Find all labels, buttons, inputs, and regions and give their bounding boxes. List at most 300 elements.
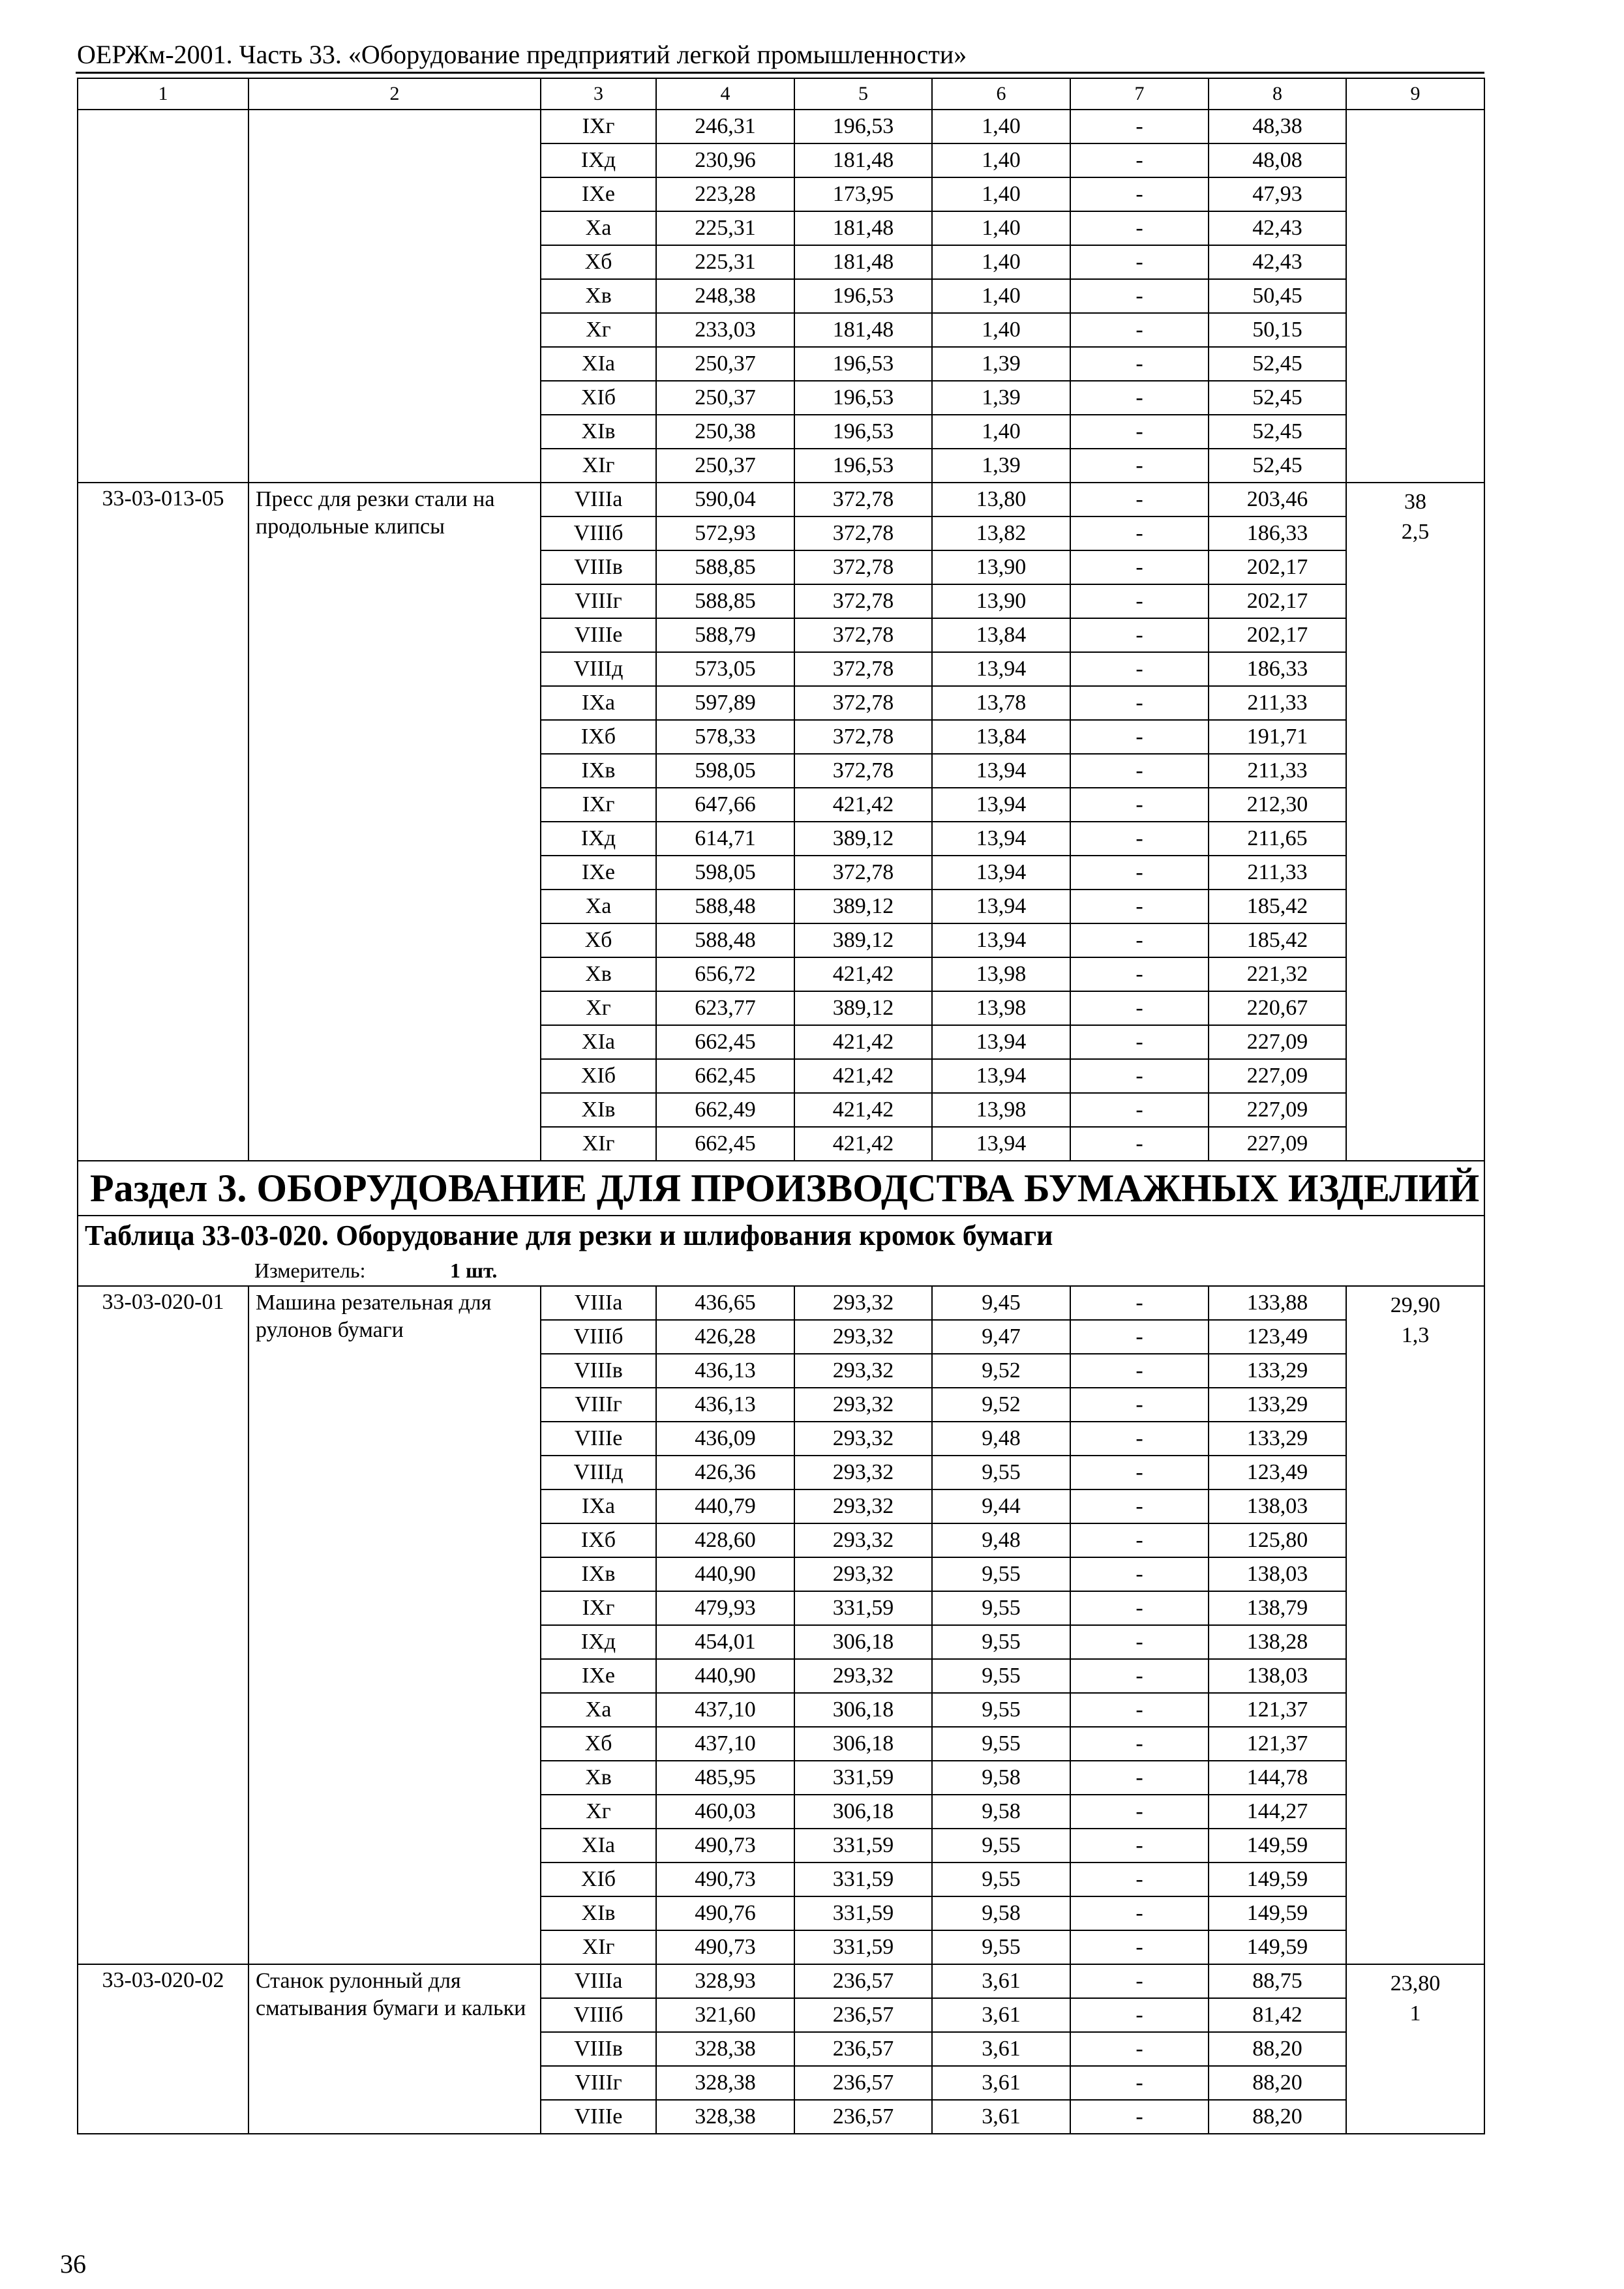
cell-col-4: 479,93 [656, 1591, 794, 1625]
cell-col-6: 13,94 [932, 856, 1070, 890]
cell-col-6: 9,58 [932, 1761, 1070, 1795]
cell-col-6: 9,44 [932, 1489, 1070, 1523]
item-code [78, 110, 248, 483]
cell-col-7: - [1070, 1591, 1209, 1625]
cell-col-7: - [1070, 110, 1209, 143]
cell-col-4: 246,31 [656, 110, 794, 143]
cell-col-5: 331,59 [794, 1863, 932, 1896]
cell-col-4: 426,36 [656, 1456, 794, 1489]
cell-col-7: - [1070, 1523, 1209, 1557]
cell-col-8: 211,33 [1209, 686, 1346, 720]
cell-col-6: 9,48 [932, 1523, 1070, 1557]
cell-col-7: - [1070, 1896, 1209, 1930]
cell-col-5: 389,12 [794, 991, 932, 1025]
cell-col-7: - [1070, 618, 1209, 652]
cell-col-6: 9,55 [932, 1829, 1070, 1863]
cell-col-5: 331,59 [794, 1930, 932, 1964]
cell-col-8: 123,49 [1209, 1456, 1346, 1489]
cell-col-3: IXа [541, 686, 656, 720]
cell-col-7: - [1070, 890, 1209, 923]
column-number: 5 [794, 78, 932, 110]
cell-col-8: 185,42 [1209, 923, 1346, 957]
cell-col-6: 9,55 [932, 1625, 1070, 1659]
item-name [248, 110, 541, 483]
cell-col-8: 149,59 [1209, 1930, 1346, 1964]
cell-col-8: 52,45 [1209, 449, 1346, 483]
cell-col-7: - [1070, 2032, 1209, 2066]
cell-col-8: 123,49 [1209, 1320, 1346, 1354]
cell-col-4: 572,93 [656, 516, 794, 550]
cell-col-7: - [1070, 1059, 1209, 1093]
cell-col-8: 88,75 [1209, 1964, 1346, 1998]
cell-col-3: XIа [541, 1025, 656, 1059]
cell-col-7: - [1070, 143, 1209, 177]
column-number: 7 [1070, 78, 1209, 110]
cell-col-3: XIб [541, 1059, 656, 1093]
cell-col-8: 133,29 [1209, 1422, 1346, 1456]
cell-col-3: VIIIг [541, 1388, 656, 1422]
cell-col-3: IXб [541, 720, 656, 754]
cell-col-6: 9,47 [932, 1320, 1070, 1354]
cell-col-7: - [1070, 991, 1209, 1025]
cell-col-4: 233,03 [656, 313, 794, 347]
cell-col-4: 225,31 [656, 211, 794, 245]
cell-col-8: 211,33 [1209, 754, 1346, 788]
item-name: Машина резательная для рулонов бумаги [248, 1286, 541, 1964]
units-label: Измеритель: [254, 1259, 366, 1282]
cell-col-7: - [1070, 720, 1209, 754]
cell-col-4: 588,48 [656, 890, 794, 923]
cell-col-7: - [1070, 1557, 1209, 1591]
cell-col-7: - [1070, 1829, 1209, 1863]
cell-col-7: - [1070, 1489, 1209, 1523]
table-row [78, 483, 1484, 516]
cell-col-8: 186,33 [1209, 516, 1346, 550]
cell-col-5: 293,32 [794, 1422, 932, 1456]
column-9-value-1: 38 [1404, 490, 1426, 514]
cell-col-5: 331,59 [794, 1829, 932, 1863]
cell-col-4: 588,79 [656, 618, 794, 652]
cell-col-8: 191,71 [1209, 720, 1346, 754]
cell-col-7: - [1070, 245, 1209, 279]
cell-col-7: - [1070, 1761, 1209, 1795]
cell-col-6: 3,61 [932, 1998, 1070, 2032]
cell-col-3: IXе [541, 1659, 656, 1693]
cell-col-8: 138,03 [1209, 1557, 1346, 1591]
cell-col-4: 460,03 [656, 1795, 794, 1829]
cell-col-6: 13,90 [932, 584, 1070, 618]
cell-col-5: 331,59 [794, 1896, 932, 1930]
cell-col-8: 149,59 [1209, 1863, 1346, 1896]
cell-col-5: 331,59 [794, 1761, 932, 1795]
cell-col-3: IXа [541, 1489, 656, 1523]
cell-col-8: 121,37 [1209, 1727, 1346, 1761]
cell-col-4: 436,09 [656, 1422, 794, 1456]
cell-col-4: 436,13 [656, 1388, 794, 1422]
cell-col-8: 212,30 [1209, 788, 1346, 822]
cell-col-3: XIг [541, 1127, 656, 1161]
cell-col-3: Xв [541, 1761, 656, 1795]
cell-col-3: XIг [541, 449, 656, 483]
cell-col-7: - [1070, 1863, 1209, 1896]
item-code: 33-03-020-01 [78, 1286, 248, 1964]
cell-col-6: 1,40 [932, 313, 1070, 347]
cell-col-3: VIIIе [541, 618, 656, 652]
cell-col-4: 436,13 [656, 1354, 794, 1388]
cell-col-5: 196,53 [794, 279, 932, 313]
cell-col-4: 590,04 [656, 483, 794, 516]
cell-col-6: 13,94 [932, 788, 1070, 822]
cell-col-4: 578,33 [656, 720, 794, 754]
cell-col-5: 196,53 [794, 415, 932, 449]
cell-col-3: IXд [541, 143, 656, 177]
cell-col-7: - [1070, 957, 1209, 991]
cell-col-6: 1,40 [932, 177, 1070, 211]
cell-col-6: 9,55 [932, 1693, 1070, 1727]
cell-col-8: 202,17 [1209, 550, 1346, 584]
cell-col-5: 421,42 [794, 1059, 932, 1093]
cell-col-3: VIIIе [541, 2100, 656, 2134]
cell-col-5: 331,59 [794, 1591, 932, 1625]
cell-col-3: Xб [541, 923, 656, 957]
cell-col-3: VIIIа [541, 483, 656, 516]
cell-col-3: XIг [541, 1930, 656, 1964]
cell-col-3: IXв [541, 1557, 656, 1591]
cell-col-6: 3,61 [932, 2100, 1070, 2134]
cell-col-3: VIIIд [541, 1456, 656, 1489]
cell-col-6: 13,84 [932, 720, 1070, 754]
cell-col-4: 328,38 [656, 2032, 794, 2066]
cell-col-5: 236,57 [794, 1998, 932, 2032]
cell-col-7: - [1070, 2066, 1209, 2100]
cell-col-3: VIIIд [541, 652, 656, 686]
column-9-values [1346, 483, 1484, 1161]
cell-col-4: 573,05 [656, 652, 794, 686]
column-9-value-1: 23,80 [1390, 1971, 1441, 1996]
cell-col-6: 9,55 [932, 1557, 1070, 1591]
cell-col-6: 13,84 [932, 618, 1070, 652]
cell-col-4: 437,10 [656, 1693, 794, 1727]
cell-col-6: 9,55 [932, 1727, 1070, 1761]
cell-col-5: 293,32 [794, 1286, 932, 1320]
cell-col-5: 372,78 [794, 483, 932, 516]
cell-col-6: 13,90 [932, 550, 1070, 584]
cell-col-5: 372,78 [794, 720, 932, 754]
cell-col-8: 138,03 [1209, 1489, 1346, 1523]
cell-col-5: 372,78 [794, 618, 932, 652]
table-title: Таблица 33-03-020. Оборудование для резки и шлифования кромок бумаги [78, 1216, 1484, 1255]
cell-col-6: 13,94 [932, 923, 1070, 957]
column-9-values [1346, 110, 1484, 483]
cell-col-7: - [1070, 1025, 1209, 1059]
cell-col-8: 52,45 [1209, 347, 1346, 381]
cell-col-3: IXд [541, 1625, 656, 1659]
column-number: 2 [248, 78, 541, 110]
cell-col-6: 13,94 [932, 890, 1070, 923]
cell-col-5: 293,32 [794, 1354, 932, 1388]
cell-col-6: 9,55 [932, 1659, 1070, 1693]
column-number: 1 [78, 78, 248, 110]
cell-col-4: 440,90 [656, 1557, 794, 1591]
cell-col-8: 211,65 [1209, 822, 1346, 856]
cell-col-8: 149,59 [1209, 1896, 1346, 1930]
units-value: 1 шт. [450, 1259, 498, 1282]
item-code: 33-03-020-02 [78, 1964, 248, 2134]
cell-col-4: 598,05 [656, 754, 794, 788]
cell-col-5: 372,78 [794, 550, 932, 584]
cell-col-6: 1,39 [932, 347, 1070, 381]
column-number: 9 [1346, 78, 1484, 110]
cell-col-6: 13,80 [932, 483, 1070, 516]
cell-col-3: VIIIв [541, 550, 656, 584]
cell-col-4: 250,37 [656, 381, 794, 415]
cell-col-7: - [1070, 1320, 1209, 1354]
column-9-values [1346, 1964, 1484, 2134]
cell-col-4: 485,95 [656, 1761, 794, 1795]
cell-col-4: 623,77 [656, 991, 794, 1025]
cell-col-6: 13,78 [932, 686, 1070, 720]
cell-col-6: 9,55 [932, 1456, 1070, 1489]
cell-col-5: 293,32 [794, 1659, 932, 1693]
cell-col-5: 421,42 [794, 957, 932, 991]
cell-col-6: 9,52 [932, 1354, 1070, 1388]
cell-col-4: 662,45 [656, 1059, 794, 1093]
cell-col-7: - [1070, 856, 1209, 890]
cell-col-5: 306,18 [794, 1795, 932, 1829]
cell-col-7: - [1070, 516, 1209, 550]
cell-col-7: - [1070, 1456, 1209, 1489]
cell-col-7: - [1070, 652, 1209, 686]
cell-col-6: 13,94 [932, 652, 1070, 686]
units-row [78, 1255, 1484, 1286]
cell-col-5: 236,57 [794, 2032, 932, 2066]
cell-col-4: 490,73 [656, 1829, 794, 1863]
cell-col-8: 202,17 [1209, 618, 1346, 652]
cell-col-7: - [1070, 686, 1209, 720]
cell-col-5: 389,12 [794, 890, 932, 923]
cell-col-7: - [1070, 347, 1209, 381]
cell-col-7: - [1070, 483, 1209, 516]
cell-col-5: 372,78 [794, 754, 932, 788]
cell-col-3: Xв [541, 279, 656, 313]
cell-col-4: 647,66 [656, 788, 794, 822]
cell-col-5: 196,53 [794, 347, 932, 381]
cell-col-5: 372,78 [794, 516, 932, 550]
cell-col-5: 421,42 [794, 1127, 932, 1161]
cell-col-3: XIв [541, 415, 656, 449]
cell-col-4: 614,71 [656, 822, 794, 856]
cell-col-3: Xа [541, 890, 656, 923]
cell-col-8: 133,29 [1209, 1388, 1346, 1422]
cell-col-6: 9,58 [932, 1896, 1070, 1930]
table-title-row [78, 1216, 1484, 1255]
cell-col-5: 421,42 [794, 1025, 932, 1059]
cell-col-3: VIIIа [541, 1286, 656, 1320]
cell-col-5: 181,48 [794, 245, 932, 279]
cell-col-6: 9,45 [932, 1286, 1070, 1320]
cell-col-6: 13,94 [932, 822, 1070, 856]
cell-col-4: 588,48 [656, 923, 794, 957]
cell-col-5: 293,32 [794, 1320, 932, 1354]
cell-col-6: 1,40 [932, 143, 1070, 177]
cell-col-7: - [1070, 1286, 1209, 1320]
units-cell [78, 1255, 1484, 1286]
cell-col-3: XIв [541, 1093, 656, 1127]
cell-col-8: 133,88 [1209, 1286, 1346, 1320]
cell-col-3: IXв [541, 754, 656, 788]
cell-col-3: Xв [541, 957, 656, 991]
cell-col-6: 9,58 [932, 1795, 1070, 1829]
cell-col-6: 1,40 [932, 415, 1070, 449]
cell-col-8: 48,08 [1209, 143, 1346, 177]
cell-col-7: - [1070, 1659, 1209, 1693]
cell-col-7: - [1070, 1727, 1209, 1761]
section-row [78, 1161, 1484, 1216]
cell-col-3: XIб [541, 381, 656, 415]
cell-col-3: Xг [541, 1795, 656, 1829]
cell-col-4: 454,01 [656, 1625, 794, 1659]
cell-col-3: VIIIг [541, 2066, 656, 2100]
item-name: Пресс для резки стали на продольные клипсы [248, 483, 541, 1161]
cell-col-6: 3,61 [932, 2032, 1070, 2066]
header-rule [76, 72, 1484, 74]
cell-col-5: 389,12 [794, 822, 932, 856]
cell-col-3: VIIIб [541, 1998, 656, 2032]
cell-col-5: 196,53 [794, 381, 932, 415]
cell-col-6: 3,61 [932, 2066, 1070, 2100]
cell-col-7: - [1070, 279, 1209, 313]
cell-col-7: - [1070, 177, 1209, 211]
cell-col-4: 490,73 [656, 1930, 794, 1964]
column-number-row [78, 78, 1484, 110]
column-number: 6 [932, 78, 1070, 110]
cell-col-3: VIIIв [541, 2032, 656, 2066]
cell-col-7: - [1070, 754, 1209, 788]
cell-col-3: XIб [541, 1863, 656, 1896]
cell-col-3: VIIIа [541, 1964, 656, 1998]
cell-col-6: 1,40 [932, 279, 1070, 313]
cell-col-3: IXе [541, 856, 656, 890]
cell-col-4: 490,73 [656, 1863, 794, 1896]
cell-col-7: - [1070, 1354, 1209, 1388]
cell-col-8: 50,15 [1209, 313, 1346, 347]
cell-col-8: 202,17 [1209, 584, 1346, 618]
cell-col-7: - [1070, 1625, 1209, 1659]
cell-col-5: 293,32 [794, 1489, 932, 1523]
cell-col-8: 138,03 [1209, 1659, 1346, 1693]
cell-col-4: 328,38 [656, 2100, 794, 2134]
cell-col-6: 9,52 [932, 1388, 1070, 1422]
cell-col-4: 328,38 [656, 2066, 794, 2100]
cell-col-5: 372,78 [794, 584, 932, 618]
cell-col-8: 211,33 [1209, 856, 1346, 890]
cell-col-7: - [1070, 1422, 1209, 1456]
cell-col-5: 421,42 [794, 788, 932, 822]
cell-col-3: XIв [541, 1896, 656, 1930]
cell-col-3: VIIIг [541, 584, 656, 618]
cell-col-8: 121,37 [1209, 1693, 1346, 1727]
cell-col-6: 9,48 [932, 1422, 1070, 1456]
cell-col-6: 13,94 [932, 1127, 1070, 1161]
cell-col-8: 52,45 [1209, 381, 1346, 415]
cell-col-8: 88,20 [1209, 2032, 1346, 2066]
cell-col-8: 186,33 [1209, 652, 1346, 686]
cell-col-6: 3,61 [932, 1964, 1070, 1998]
cell-col-4: 225,31 [656, 245, 794, 279]
cell-col-4: 250,38 [656, 415, 794, 449]
cell-col-7: - [1070, 2100, 1209, 2134]
cell-col-8: 48,38 [1209, 110, 1346, 143]
cell-col-4: 248,38 [656, 279, 794, 313]
cell-col-5: 306,18 [794, 1693, 932, 1727]
cell-col-4: 656,72 [656, 957, 794, 991]
table-row [78, 1286, 1484, 1320]
cell-col-5: 236,57 [794, 1964, 932, 1998]
cell-col-6: 13,94 [932, 754, 1070, 788]
cell-col-6: 9,55 [932, 1863, 1070, 1896]
cell-col-8: 125,80 [1209, 1523, 1346, 1557]
cell-col-4: 598,05 [656, 856, 794, 890]
cell-col-3: XIа [541, 347, 656, 381]
cell-col-3: Xб [541, 245, 656, 279]
cell-col-6: 13,94 [932, 1059, 1070, 1093]
rates-table [77, 78, 1485, 2134]
cell-col-7: - [1070, 550, 1209, 584]
cell-col-8: 221,32 [1209, 957, 1346, 991]
cell-col-8: 47,93 [1209, 177, 1346, 211]
cell-col-5: 236,57 [794, 2066, 932, 2100]
cell-col-4: 597,89 [656, 686, 794, 720]
cell-col-5: 421,42 [794, 1093, 932, 1127]
section-title: Раздел 3. ОБОРУДОВАНИЕ ДЛЯ ПРОИЗВОДСТВА БУМАЖНЫХ ИЗДЕЛИЙ [78, 1161, 1484, 1216]
cell-col-8: 50,45 [1209, 279, 1346, 313]
cell-col-5: 173,95 [794, 177, 932, 211]
cell-col-3: Xб [541, 1727, 656, 1761]
cell-col-8: 227,09 [1209, 1093, 1346, 1127]
column-9-value-2: 1 [1409, 2001, 1421, 2026]
cell-col-8: 42,43 [1209, 211, 1346, 245]
cell-col-3: IXг [541, 1591, 656, 1625]
cell-col-8: 220,67 [1209, 991, 1346, 1025]
cell-col-5: 196,53 [794, 110, 932, 143]
cell-col-3: VIIIб [541, 516, 656, 550]
cell-col-6: 13,98 [932, 1093, 1070, 1127]
cell-col-3: Xа [541, 1693, 656, 1727]
cell-col-8: 144,27 [1209, 1795, 1346, 1829]
cell-col-7: - [1070, 1093, 1209, 1127]
column-number: 4 [656, 78, 794, 110]
running-header: ОЕРЖм-2001. Часть 33. «Оборудование предприятий легкой промышленности» [77, 40, 967, 69]
cell-col-3: Xг [541, 313, 656, 347]
cell-col-6: 13,94 [932, 1025, 1070, 1059]
cell-col-7: - [1070, 211, 1209, 245]
cell-col-3: IXг [541, 110, 656, 143]
cell-col-7: - [1070, 923, 1209, 957]
item-name: Станок рулонный для сматывания бумаги и кальки [248, 1964, 541, 2134]
cell-col-8: 149,59 [1209, 1829, 1346, 1863]
cell-col-4: 250,37 [656, 449, 794, 483]
table-row [78, 1964, 1484, 1998]
column-number: 3 [541, 78, 656, 110]
cell-col-7: - [1070, 415, 1209, 449]
cell-col-5: 389,12 [794, 923, 932, 957]
cell-col-5: 293,32 [794, 1388, 932, 1422]
cell-col-8: 185,42 [1209, 890, 1346, 923]
column-9-values [1346, 1286, 1484, 1964]
cell-col-8: 227,09 [1209, 1059, 1346, 1093]
cell-col-6: 13,82 [932, 516, 1070, 550]
column-9-value-2: 1,3 [1401, 1323, 1430, 1347]
